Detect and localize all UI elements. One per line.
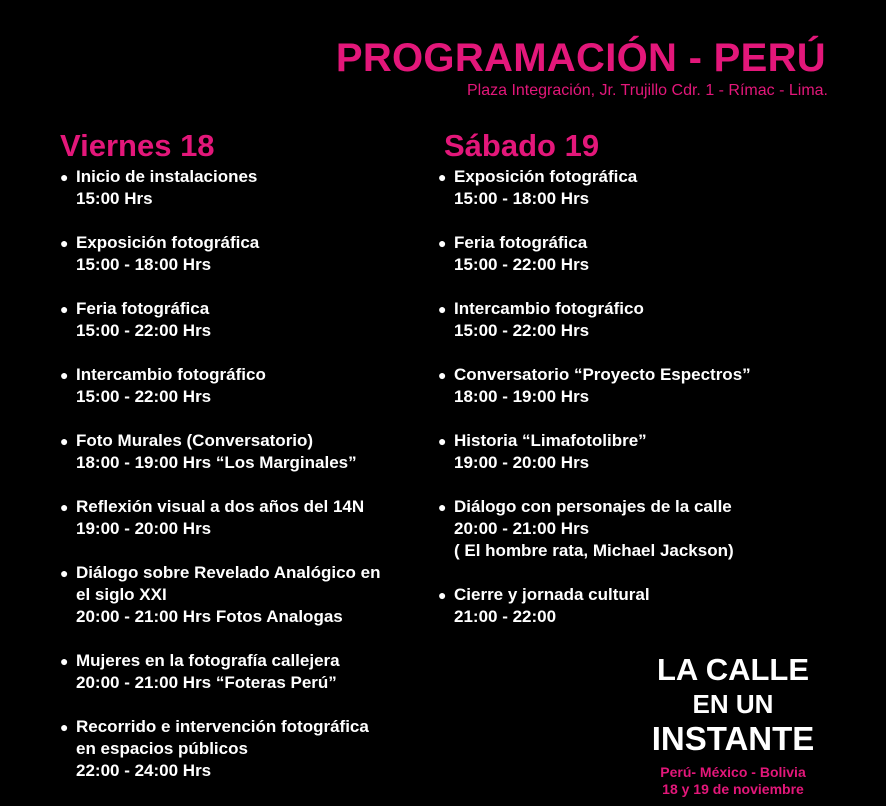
bullet-icon: ● — [60, 499, 69, 515]
friday-event-list — [60, 166, 380, 782]
brand-line-1: LA CALLE — [656, 652, 810, 687]
event-detail: 19:00 - 20:00 Hrs — [454, 453, 590, 472]
event-detail: 22:00 - 24:00 Hrs — [76, 761, 212, 780]
event-detail: 15:00 - 22:00 Hrs — [454, 255, 590, 274]
event-title: Intercambio fotográfico — [76, 365, 266, 384]
bullet-icon: ● — [60, 301, 69, 317]
event-title: Conversatorio “Proyecto Espectros” — [454, 365, 751, 384]
event-detail: el siglo XXI — [76, 585, 167, 604]
brand-line-3: INSTANTE — [651, 720, 815, 757]
bullet-icon: ● — [438, 587, 447, 603]
saturday-schedule — [438, 166, 751, 650]
event-detail: 20:00 - 21:00 Hrs “Foteras Perú” — [76, 673, 337, 692]
schedule-item — [438, 496, 751, 562]
event-title: Historia “Limafotolibre” — [454, 431, 647, 450]
event-title: Intercambio fotográfico — [454, 299, 644, 318]
schedule-item — [60, 496, 380, 540]
event-title: Diálogo con personajes de la calle — [454, 497, 732, 516]
friday-heading: Viernes 18 — [60, 128, 215, 163]
bullet-icon: ● — [438, 169, 447, 185]
event-detail: 18:00 - 19:00 Hrs “Los Marginales” — [76, 453, 357, 472]
schedule-item — [60, 650, 380, 694]
event-title: Feria fotográfica — [454, 233, 588, 252]
event-title: Mujeres en la fotografía callejera — [76, 651, 340, 670]
event-detail: 21:00 - 22:00 — [454, 607, 557, 626]
schedule-item — [60, 716, 380, 782]
saturday-heading: Sábado 19 — [444, 128, 600, 163]
schedule-item — [60, 364, 380, 408]
bullet-icon: ● — [438, 367, 447, 383]
schedule-item — [438, 584, 751, 628]
saturday-event-list — [438, 166, 751, 628]
event-title: Exposición fotográfica — [76, 233, 260, 252]
event-detail: 19:00 - 20:00 Hrs — [76, 519, 212, 538]
bullet-icon: ● — [60, 235, 69, 251]
event-detail: 15:00 - 18:00 Hrs — [76, 255, 212, 274]
schedule-item — [438, 430, 751, 474]
event-detail: en espacios públicos — [76, 739, 248, 758]
event-title: Reflexión visual a dos años del 14N — [76, 497, 365, 516]
schedule-item — [438, 364, 751, 408]
schedule-item — [438, 298, 751, 342]
event-detail: 20:00 - 21:00 Hrs — [454, 519, 590, 538]
bullet-icon: ● — [60, 367, 69, 383]
brand-line-2: EN UN — [692, 689, 774, 719]
event-detail: 18:00 - 19:00 Hrs — [454, 387, 590, 406]
schedule-item — [60, 166, 380, 210]
brand-dates: 18 y 19 de noviembre — [662, 781, 804, 797]
event-detail: 15:00 - 22:00 Hrs — [454, 321, 590, 340]
bullet-icon: ● — [438, 301, 447, 317]
bullet-icon: ● — [60, 653, 69, 669]
event-title: Recorrido e intervención fotográfica — [76, 717, 369, 736]
event-detail: ( El hombre rata, Michael Jackson) — [454, 541, 734, 560]
bullet-icon: ● — [60, 433, 69, 449]
location-subtitle: Plaza Integración, Jr. Trujillo Cdr. 1 - Rímac - Lima. — [466, 82, 828, 99]
bullet-icon: ● — [60, 719, 69, 735]
page-title: PROGRAMACIÓN - PERÚ — [335, 36, 826, 80]
event-title: Cierre y jornada cultural — [454, 585, 650, 604]
event-detail: 15:00 - 22:00 Hrs — [76, 321, 212, 340]
bullet-icon: ● — [60, 565, 69, 581]
schedule-item — [60, 430, 380, 474]
event-title: Foto Murales (Conversatorio) — [76, 431, 314, 450]
event-detail: 20:00 - 21:00 Hrs Fotos Analogas — [76, 607, 343, 626]
bullet-icon: ● — [438, 235, 447, 251]
event-title: Inicio de instalaciones — [76, 167, 258, 186]
bullet-icon: ● — [438, 499, 447, 515]
brand-countries: Perú- México - Bolivia — [660, 764, 806, 780]
bullet-icon: ● — [438, 433, 447, 449]
event-brand — [620, 652, 846, 798]
schedule-item — [60, 562, 380, 628]
schedule-item — [438, 232, 751, 276]
schedule-item — [60, 298, 380, 342]
event-detail: 15:00 - 18:00 Hrs — [454, 189, 590, 208]
event-title: Exposición fotográfica — [454, 167, 638, 186]
event-title: Feria fotográfica — [76, 299, 210, 318]
friday-schedule — [60, 166, 380, 804]
event-title: Diálogo sobre Revelado Analógico en — [76, 563, 381, 582]
event-detail: 15:00 - 22:00 Hrs — [76, 387, 212, 406]
bullet-icon: ● — [60, 169, 69, 185]
schedule-item — [438, 166, 751, 210]
schedule-item — [60, 232, 380, 276]
event-detail: 15:00 Hrs — [76, 189, 153, 208]
